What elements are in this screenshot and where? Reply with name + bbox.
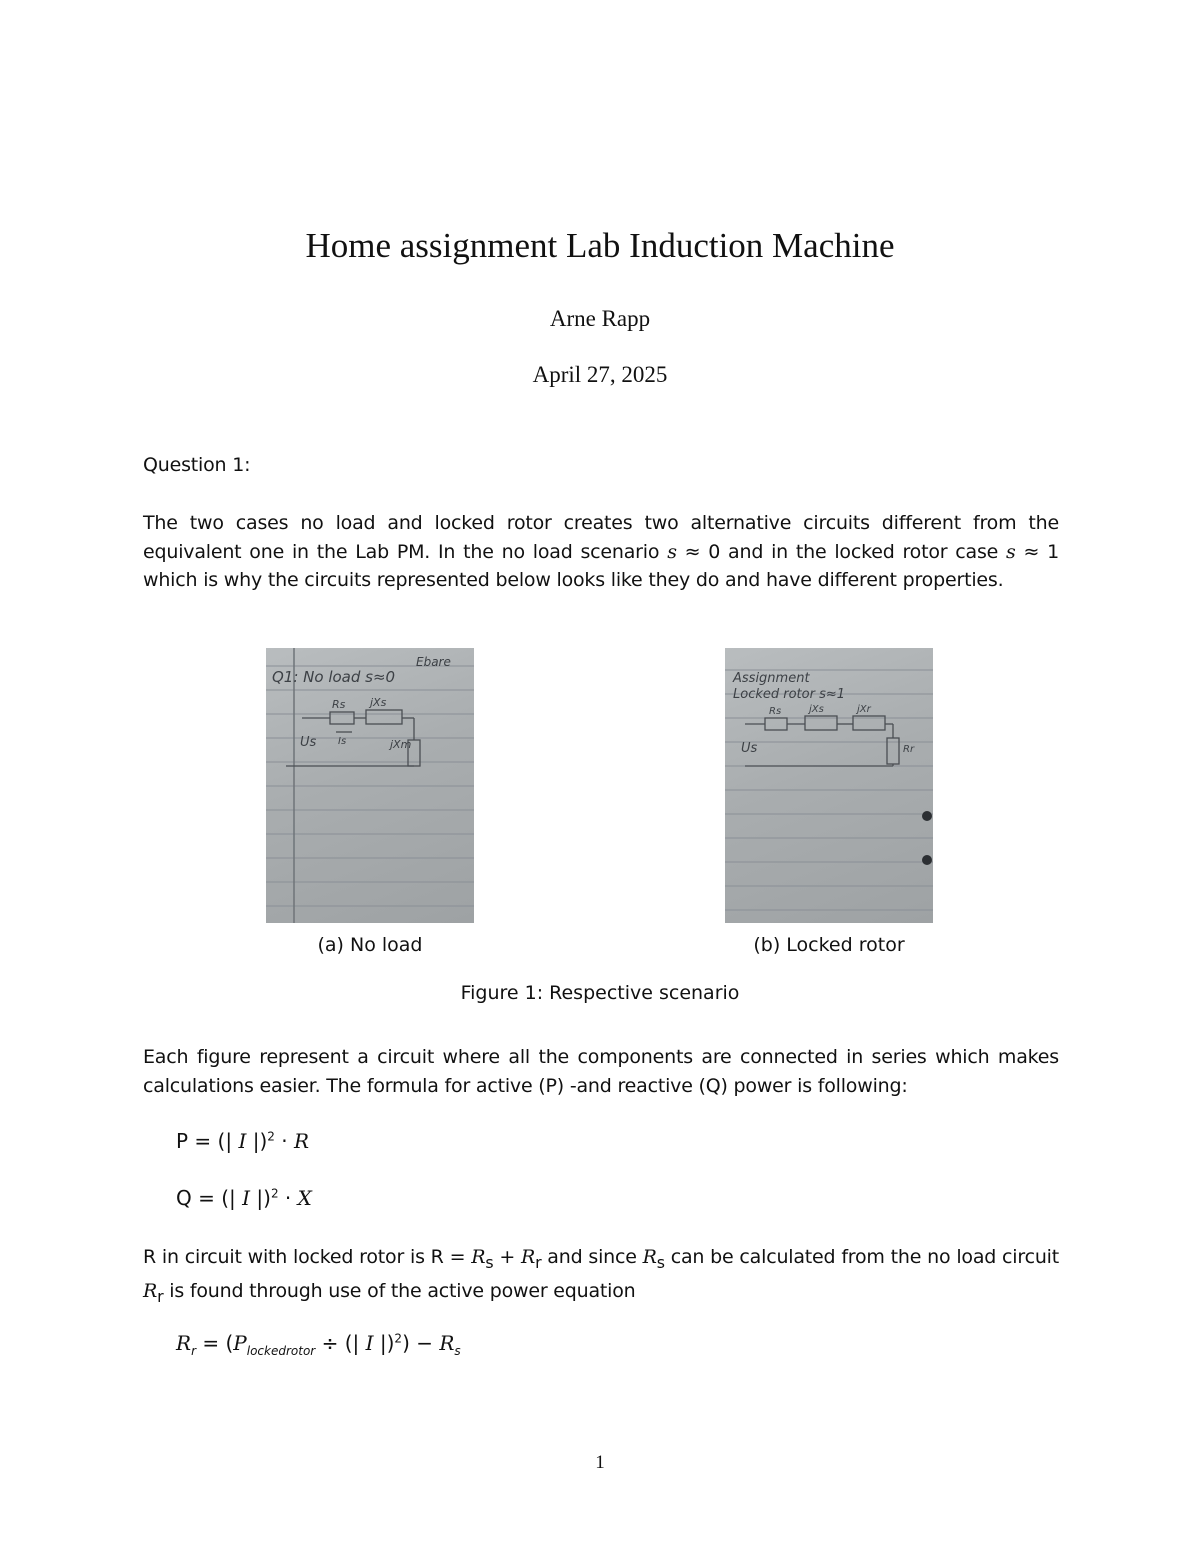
figure-caption: Figure 1: Respective scenario <box>460 982 740 1004</box>
svg-text:Us: Us <box>300 735 317 750</box>
document-title: Home assignment Lab Induction Machine <box>305 226 895 265</box>
svg-text:Assignment: Assignment <box>733 671 810 686</box>
binder-hole <box>922 855 932 865</box>
svg-text:jXs: jXs <box>809 704 824 715</box>
svg-text:Q1: No load s≈0: Q1: No load s≈0 <box>272 668 396 686</box>
svg-text:Ebare: Ebare <box>416 655 451 669</box>
svg-text:Rs: Rs <box>769 706 782 717</box>
binder-hole <box>922 811 932 821</box>
svg-text:Rs: Rs <box>332 698 346 711</box>
svg-text:Rr: Rr <box>903 744 915 755</box>
svg-text:jXr: jXr <box>857 704 871 715</box>
subcaption-no-load: (a) No load <box>317 934 423 956</box>
equation-active-power: P = (| I |)$^2$ · R <box>176 1129 310 1153</box>
paragraph-power-formula: Each figure represent a circuit where all the components are connected in series which makes calculations easier. The formula for active (P) -and reactive (Q) power is following: <box>143 1046 1059 1097</box>
author: Arne Rapp <box>549 306 651 331</box>
svg-text:Locked rotor s≈1: Locked rotor s≈1 <box>733 687 846 702</box>
page-number: 1 <box>595 1452 605 1473</box>
equation-rotor-resistance: $R_r = (P_{lockedrotor}$ ÷ (| I $|)^2) - R_s$ <box>176 1331 461 1358</box>
equation-reactive-power: Q = (| I |)$^2$ · X <box>176 1186 312 1210</box>
paragraph-rotor-resistance: R in circuit with locked rotor is $R = R_s + R_r$ and since $R_s$ can be calculated from the no load circuit $R_r$ is found through use of the active power equation <box>143 1246 1059 1307</box>
question-label: Question 1: <box>143 454 251 476</box>
intro-paragraph: The two cases no load and locked rotor creates two alternative circuits different from the equivalent one in the Lab PM. In the no load scenario s ≈ 0 and in the locked rotor case s ≈ 1 which is why the circuits represented below looks like they do and have different properties. <box>143 512 1059 591</box>
no-load-circuit-sketch <box>266 648 474 923</box>
subcaption-locked-rotor: (b) Locked rotor <box>753 934 905 956</box>
svg-text:jXm: jXm <box>390 738 412 751</box>
svg-text:Is: Is <box>338 736 347 747</box>
figure-photo-locked-rotor <box>725 648 933 923</box>
locked-rotor-circuit-sketch <box>725 648 933 923</box>
svg-text:jXs: jXs <box>370 696 387 709</box>
date: April 27, 2025 <box>532 362 668 387</box>
figure-photo-no-load <box>266 648 474 923</box>
svg-text:Us: Us <box>741 741 758 756</box>
